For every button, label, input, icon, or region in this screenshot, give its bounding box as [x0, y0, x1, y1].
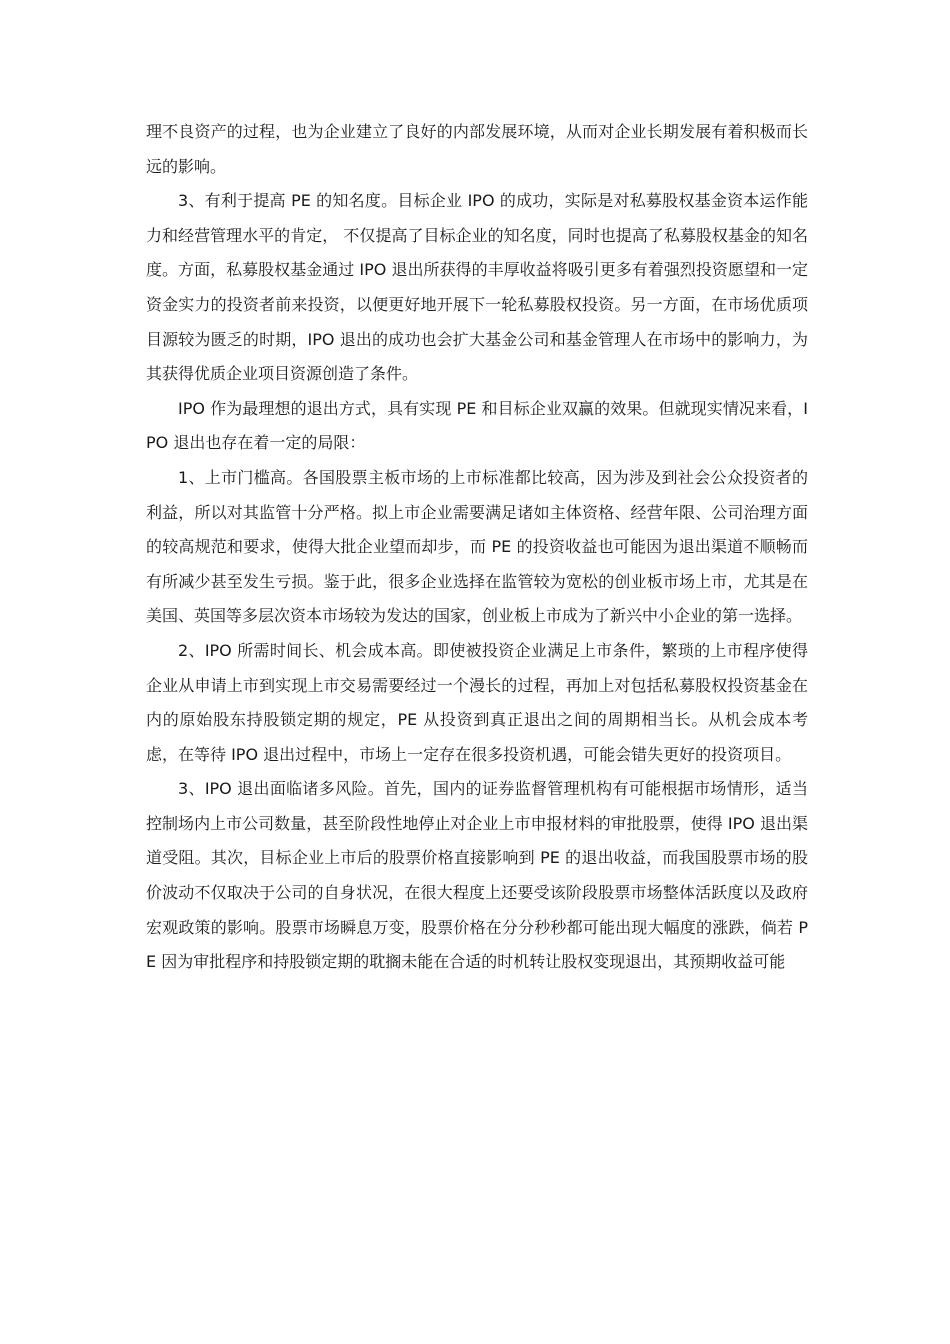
paragraph-ipo-risks: 3、IPO 退出面临诸多风险。首先，国内的证券监督管理机构有可能根据市场情形，适当控制场内上市公司数量，甚至阶段性地停止对企业上市申报材料的审批股票，使得 IPO 退出渠道受阻。其次，目标企业上市后的股票价格直接影响到 PE 的退出收益，而我国股票市场的股价波动不仅取决于公司的自身状况，在很大程度上还要受该阶段股票市场整体活跃度以及政府宏观政策的影响。股票市场瞬息万变，股票价格在分分秒秒都可能出现大幅度的涨跌，倘若 PE 因为审批程序和持股锁定期的耽搁未能在合适的时机转让股权变现退出，其预期收益可能 — [146, 779, 808, 972]
paragraph-continuation: 理不良资产的过程，也为企业建立了良好的内部发展环境，从而对企业长期发展有着积极而长远的影响。 — [146, 122, 808, 176]
paragraph-listing-threshold: 1、上市门槛高。各国股票主板市场的上市标准都比较高，因为涉及到社会公众投资者的利益，所以对其监管十分严格。拟上市企业需要满足诸如主体资格、经营年限、公司治理方面的较高规范和要求，使得大批企业望而却步，而 PE 的投资收益也可能因为退出渠道不顺畅而有所减少甚至发生亏损。鉴于此，很多企业选择在监管较为宽松的创业板市场上市，尤其是在美国、英国等多层次资本市场较为发达的国家，创业板上市成为了新兴中小企业的第一选择。 — [146, 467, 808, 626]
paragraph-time-and-cost: 2、IPO 所需时间长、机会成本高。即使被投资企业满足上市条件，繁琐的上市程序使得企业从申请上市到实现上市交易需要经过一个漫长的过程，再加上对包括私募股权投资基金在内的原始股东持股锁定期的规定，PE 从投资到真正退出之间的周期相当长。从机会成本考虑，在等待 IPO 退出过程中，市场上一定存在很多投资机遇，可能会错失更好的投资项目。 — [146, 640, 808, 764]
document-body — [146, 115, 808, 980]
paragraph-pe-reputation: 3、有利于提高 PE 的知名度。目标企业 IPO 的成功，实际是对私募股权基金资本运作能力和经营管理水平的肯定， 不仅提高了目标企业的知名度，同时也提高了私募股权基金的知名度。方面，私募股权基金通过 IPO 退出所获得的丰厚收益将吸引更多有着强烈投资愿望和一定资金实力的投资者前来投资，以便更好地开展下一轮私募股权投资。另一方面，在市场优质项目源较为匮乏的时期，IPO 退出的成功也会扩大基金公司和基金管理人在市场中的影响力，为其获得优质企业项目资源创造了条件。 — [146, 191, 808, 384]
paragraph-ipo-limitations-intro: IPO 作为最理想的退出方式，具有实现 PE 和目标企业双赢的效果。但就现实情况来看，IPO 退出也存在着一定的局限： — [146, 398, 808, 453]
